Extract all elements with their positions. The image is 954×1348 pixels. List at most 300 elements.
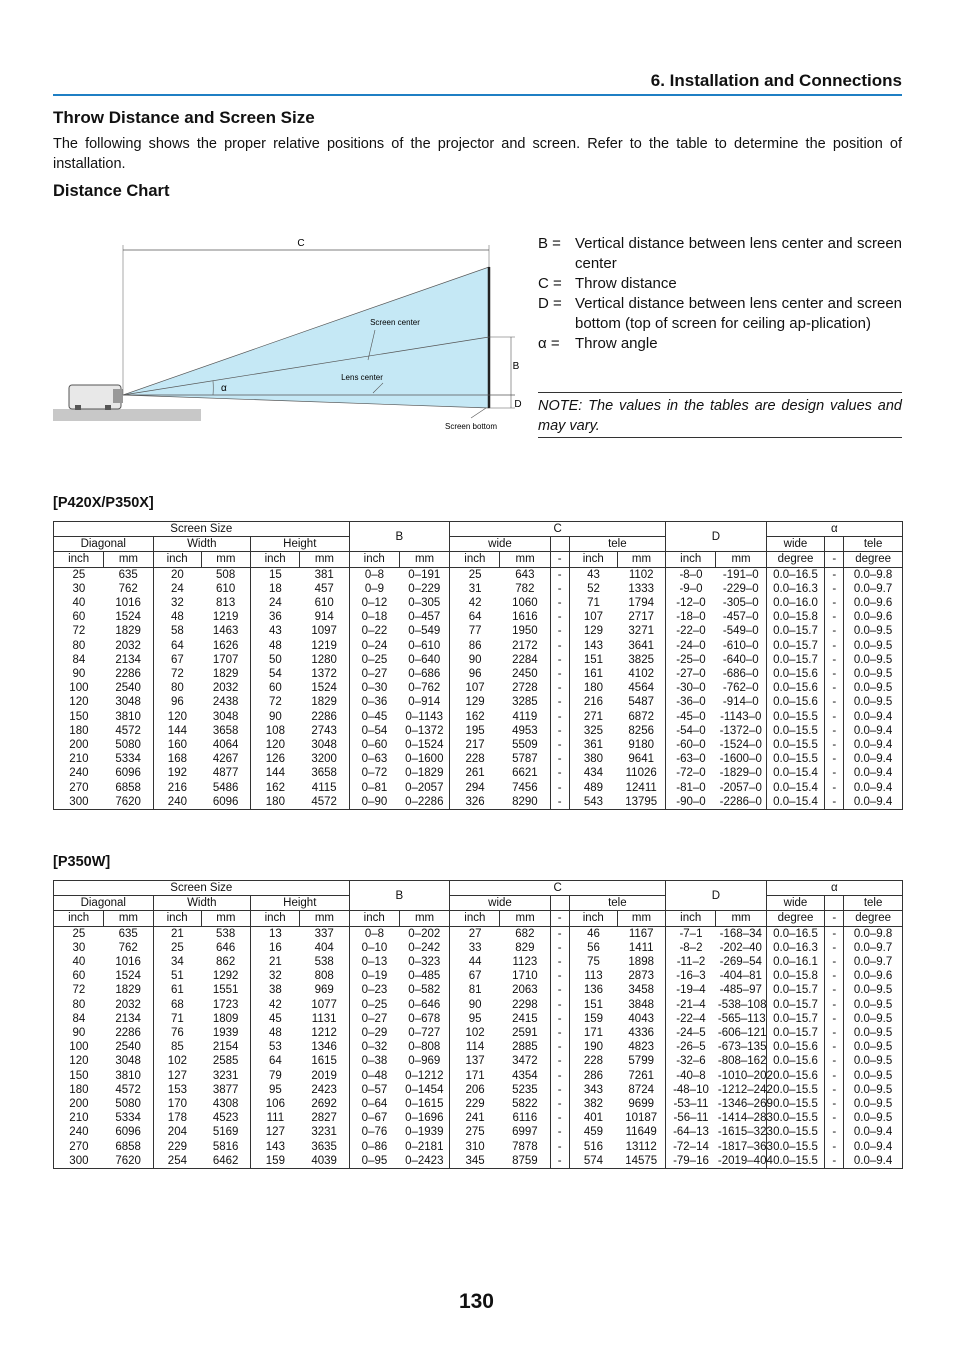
table-cell: 53 <box>251 1040 300 1054</box>
table-cell: 4523 <box>212 1112 239 1125</box>
table-cell: 261 <box>450 766 500 780</box>
table-cell: -202–40 <box>719 941 762 954</box>
distance-table-p420x <box>53 521 903 810</box>
table-cell: 0–1615 <box>405 1098 444 1111</box>
table-cell: 635 <box>118 568 138 581</box>
table-cell: 15 <box>251 567 300 582</box>
table-cell: 2415 <box>512 1012 538 1025</box>
table-cell: -53–11 <box>666 1097 716 1111</box>
table-cell: 2827 <box>311 1112 337 1125</box>
table-cell: 0.0–9.6 <box>844 596 903 610</box>
table-cell: - <box>825 969 844 983</box>
table-row <box>54 624 903 638</box>
table-cell: 5334 <box>115 1112 141 1125</box>
table-cell: 0–25 <box>349 653 399 667</box>
table-cell: 3825 <box>628 653 654 666</box>
table-cell: - <box>550 941 569 955</box>
table-cell: 6872 <box>628 710 654 723</box>
table-cell: - <box>825 1012 844 1026</box>
table-cell: 0–1143 <box>405 710 444 723</box>
table-cell: 286 <box>569 1069 617 1083</box>
table-cell: -673–135 <box>717 1041 767 1054</box>
table-cell: 21 <box>153 926 201 941</box>
table-cell: -269–54 <box>719 956 762 969</box>
table-cell: - <box>825 1040 844 1054</box>
table-row <box>54 567 903 582</box>
table-cell: 106 <box>251 1097 300 1111</box>
table-cell: 4953 <box>512 724 538 737</box>
unit-cell: mm <box>617 552 665 567</box>
table-cell: - <box>550 724 569 738</box>
table-cell: 5080 <box>115 1098 141 1111</box>
table-cell: 2134 <box>115 1012 141 1025</box>
table-cell: 0.0–15.5 <box>766 752 825 766</box>
table-cell: 489 <box>569 781 617 795</box>
table-cell: -610–0 <box>722 639 759 652</box>
table-cell: 0.0–9.6 <box>844 969 903 983</box>
table-cell: 107 <box>450 681 500 695</box>
table-cell: 42 <box>251 998 300 1012</box>
table-cell: -565–113 <box>717 1012 766 1025</box>
table-cell: 0–18 <box>349 610 399 624</box>
table-cell: 6096 <box>201 795 250 810</box>
table-cell: 1794 <box>628 597 654 610</box>
table-cell: - <box>825 1140 844 1154</box>
table-cell: -27–0 <box>666 667 716 681</box>
table-cell: 5169 <box>212 1126 239 1139</box>
table-cell: 643 <box>515 568 535 581</box>
table-cell: 81 <box>450 983 500 997</box>
table-cell: 0.0–9.7 <box>844 941 903 955</box>
table-cell: 2032 <box>115 998 141 1011</box>
table-cell: 0.0–15.7 <box>766 624 825 638</box>
unit-cell: - <box>825 552 844 567</box>
table-cell: -79–16 <box>666 1154 716 1169</box>
table-cell: -40–8 <box>666 1069 716 1083</box>
table-cell: - <box>825 926 844 941</box>
table-cell: 72 <box>54 624 104 638</box>
table-row <box>54 1054 903 1068</box>
table-cell: 150 <box>54 1069 104 1083</box>
table-cell: 3048 <box>115 696 141 709</box>
table-cell: 5799 <box>628 1055 654 1068</box>
table-cell: 1102 <box>628 568 654 581</box>
table-cell: 4267 <box>212 753 239 766</box>
table-cell: 0–8 <box>349 926 399 941</box>
table-cell: 0–38 <box>349 1054 399 1068</box>
table-cell: 0.0–9.4 <box>844 738 903 752</box>
table-cell: 0.0–9.8 <box>844 567 903 582</box>
table-cell: 0.0–15.5 <box>766 724 825 738</box>
table-cell: 0.0–9.5 <box>844 983 903 997</box>
table-cell: - <box>550 667 569 681</box>
design-values-note: NOTE: The values in the tables are design values and may vary. <box>538 392 902 438</box>
table-cell: 0.0–9.4 <box>844 766 903 780</box>
table-cell: -1524–0 <box>719 739 762 752</box>
table-cell: 68 <box>153 998 201 1012</box>
table-cell: 762 <box>118 941 138 954</box>
table-cell: 45 <box>251 1012 300 1026</box>
table-row <box>54 766 903 780</box>
header-wide: wide <box>450 537 551 552</box>
table-cell: - <box>825 695 844 709</box>
table-cell: 0–64 <box>349 1097 399 1111</box>
table-cell: - <box>825 1026 844 1040</box>
table-cell: 459 <box>569 1125 617 1139</box>
table-cell: 0–305 <box>408 597 441 610</box>
table-cell: -11–2 <box>666 955 716 969</box>
table-cell: 46 <box>569 926 617 941</box>
label-lens-center: Lens center <box>341 373 383 382</box>
table-cell: 0.0–15.7 <box>766 1026 825 1040</box>
table-cell: 7878 <box>512 1140 538 1153</box>
table-cell: 228 <box>450 752 500 766</box>
table-cell: 144 <box>251 766 300 780</box>
table-cell: 5509 <box>512 739 538 752</box>
table-cell: 2540 <box>115 1041 141 1054</box>
table-cell: - <box>550 738 569 752</box>
table-cell: 0.0–9.5 <box>844 1054 903 1068</box>
table-cell: - <box>550 781 569 795</box>
label-d: D <box>514 399 522 410</box>
table-cell: 0–63 <box>349 752 399 766</box>
table-cell: 96 <box>450 667 500 681</box>
table-cell: 0–19 <box>349 969 399 983</box>
table-cell: 275 <box>450 1125 500 1139</box>
table-cell: 67 <box>450 969 500 983</box>
projection-beam <box>123 267 489 408</box>
table-cell: 0–10 <box>349 941 399 955</box>
table-cell: 107 <box>569 610 617 624</box>
table-cell: 325 <box>569 724 617 738</box>
table-cell: 2032 <box>212 682 239 695</box>
table-cell: - <box>825 596 844 610</box>
label-screen-bottom: Screen bottom <box>444 422 498 431</box>
table-cell: 6096 <box>115 1126 141 1139</box>
table-row <box>54 941 903 955</box>
table-cell: -21–4 <box>666 998 716 1012</box>
table-cell: 0–678 <box>408 1012 441 1025</box>
table-cell: 0–640 <box>408 653 441 666</box>
unit-cell: mm <box>399 911 449 926</box>
intro-paragraph: The following shows the proper relative positions of the projector and screen. Refer to the table to determine the position of installation. <box>53 136 902 172</box>
table-cell: 270 <box>54 1140 104 1154</box>
table-cell: 3810 <box>115 1069 141 1082</box>
table-cell: 153 <box>153 1083 201 1097</box>
unit-cell: mm <box>104 911 153 926</box>
unit-cell: inch <box>569 552 617 567</box>
table-cell: 6858 <box>115 1140 141 1153</box>
table-cell: 20 <box>153 567 201 582</box>
header-tele: tele <box>569 537 665 552</box>
table-cell: -229–0 <box>722 582 759 595</box>
table-cell: 38 <box>251 983 300 997</box>
table-cell: 0–23 <box>349 983 399 997</box>
legend-row-c: C = Throw distance <box>538 275 677 292</box>
table-cell: 108 <box>251 724 300 738</box>
table-cell: 1219 <box>311 639 337 652</box>
table-cell: 516 <box>569 1140 617 1154</box>
table-cell: 25 <box>54 567 104 582</box>
table-cell: 120 <box>153 710 201 724</box>
table-cell: 1723 <box>212 998 239 1011</box>
table-cell: 127 <box>251 1125 300 1139</box>
table-cell: 86 <box>450 639 500 653</box>
table-cell: 60 <box>54 969 104 983</box>
header-blank <box>825 537 844 552</box>
table-cell: 0–2181 <box>405 1140 444 1153</box>
table-cell: 380 <box>569 752 617 766</box>
table-cell: -56–11 <box>666 1111 716 1125</box>
table-cell: -1615–323 <box>717 1126 773 1139</box>
table-cell: 72 <box>153 667 201 681</box>
table-cell: 682 <box>515 927 535 940</box>
table-cell: 1167 <box>628 927 654 940</box>
table-row <box>54 752 903 766</box>
table-cell: 1077 <box>311 998 337 1011</box>
table-cell: 4336 <box>628 1027 654 1040</box>
table-cell: 95 <box>450 1012 500 1026</box>
table-cell: -1372–0 <box>719 724 762 737</box>
table-cell: 2728 <box>512 682 538 695</box>
table-cell: 60 <box>251 681 300 695</box>
table-cell: 4115 <box>311 781 337 794</box>
header-b: B <box>349 881 450 911</box>
table-cell: 0.0–9.4 <box>844 781 903 795</box>
table-cell: 0–2286 <box>399 795 449 810</box>
table-cell: 0–72 <box>349 766 399 780</box>
unit-cell: - <box>550 552 569 567</box>
header-height: Height <box>251 896 350 911</box>
header-width: Width <box>153 896 250 911</box>
table-cell: 40 <box>54 955 104 969</box>
header-row-2 <box>54 896 903 911</box>
table-cell: - <box>550 998 569 1012</box>
header-d: D <box>666 522 767 552</box>
table-cell: 72 <box>251 695 300 709</box>
table-cell: 0.0–15.5 <box>766 710 825 724</box>
table-cell: 0–1696 <box>405 1112 444 1125</box>
unit-cell: inch <box>569 911 617 926</box>
table-cell: 159 <box>569 1012 617 1026</box>
table-cell: 2423 <box>311 1083 337 1096</box>
table-cell: - <box>550 1054 569 1068</box>
table-cell: 10187 <box>625 1112 658 1125</box>
table-cell: 1372 <box>311 668 337 681</box>
table-cell: -549–0 <box>722 625 759 638</box>
table-cell: 0.0–16.5 <box>766 567 825 582</box>
table-cell: 0.0–15.7 <box>766 653 825 667</box>
table-cell: -1212–242 <box>717 1083 773 1096</box>
header-width: Width <box>153 537 250 552</box>
table-cell: 180 <box>54 724 104 738</box>
table-cell: 6997 <box>512 1126 538 1139</box>
table-cell: 254 <box>153 1154 201 1169</box>
table-cell: 180 <box>54 1083 104 1097</box>
table-cell: 161 <box>569 667 617 681</box>
table-row <box>54 1026 903 1040</box>
table-cell: 42 <box>450 596 500 610</box>
table-cell: 200 <box>54 1097 104 1111</box>
unit-cell: mm <box>716 911 766 926</box>
table-cell: 0.0–15.5 <box>766 1083 825 1097</box>
table-cell: 30 <box>54 582 104 596</box>
table-cell: 3231 <box>311 1126 337 1139</box>
table-cell: -8–2 <box>666 941 716 955</box>
table-cell: 43 <box>251 624 300 638</box>
table-cell: 0.0–9.5 <box>844 1097 903 1111</box>
table-cell: 159 <box>251 1154 300 1169</box>
table-row <box>54 1083 903 1097</box>
table-cell: 4564 <box>628 682 654 695</box>
table-cell: - <box>825 1154 844 1169</box>
header-wide: wide <box>766 537 825 552</box>
table-cell: 5235 <box>512 1083 538 1096</box>
table-cell: - <box>550 983 569 997</box>
table-cell: 8759 <box>500 1154 550 1169</box>
table-cell: 5822 <box>512 1098 538 1111</box>
unit-cell: - <box>550 911 569 926</box>
unit-cell: inch <box>153 911 201 926</box>
table-cell: 343 <box>569 1083 617 1097</box>
table-cell: 300 <box>54 795 104 810</box>
table-cell: 401 <box>569 1111 617 1125</box>
table-cell: 0–323 <box>408 956 441 969</box>
table-cell: 64 <box>251 1054 300 1068</box>
table-cell: 0–54 <box>349 724 399 738</box>
table-cell: 4043 <box>628 1012 654 1025</box>
table-cell: 345 <box>450 1154 500 1169</box>
table-cell: 95 <box>251 1083 300 1097</box>
table-cell: - <box>550 955 569 969</box>
header-tele: tele <box>844 537 903 552</box>
table-cell: 2585 <box>212 1055 239 1068</box>
table-cell: -1143–0 <box>720 710 762 723</box>
table-cell: -72–0 <box>666 766 716 780</box>
table-cell: 210 <box>54 1111 104 1125</box>
table-cell: 457 <box>314 582 334 595</box>
table-cell: 1809 <box>212 1012 239 1025</box>
table-cell: 538 <box>216 927 236 940</box>
table-cell: 1333 <box>628 582 654 595</box>
unit-cell: inch <box>450 911 500 926</box>
unit-cell: degree <box>844 552 903 567</box>
table-cell: - <box>825 1111 844 1125</box>
table-cell: - <box>825 710 844 724</box>
header-c: C <box>450 881 666 896</box>
table-cell: 228 <box>569 1054 617 1068</box>
table-cell: 71 <box>569 596 617 610</box>
table-row <box>54 695 903 709</box>
header-row-1 <box>54 522 903 537</box>
table-cell: 0–2057 <box>405 781 444 794</box>
table-cell: 0.0–15.4 <box>766 781 825 795</box>
table-cell: -25–0 <box>666 653 716 667</box>
table-row <box>54 1097 903 1111</box>
table-cell: - <box>825 653 844 667</box>
table-cell: 3048 <box>212 710 239 723</box>
table-cell: - <box>550 1040 569 1054</box>
table-cell: 162 <box>450 710 500 724</box>
table-cell: 127 <box>153 1069 201 1083</box>
table-cell: 36 <box>251 610 300 624</box>
table-row <box>54 795 903 810</box>
table-cell: 0.0–9.5 <box>844 639 903 653</box>
table-cell: 1950 <box>512 625 538 638</box>
table-cell: - <box>825 582 844 596</box>
table-cell: 6858 <box>115 781 141 794</box>
table-cell: -81–0 <box>666 781 716 795</box>
table-cell: -538–108 <box>717 998 767 1011</box>
table-cell: 0–86 <box>349 1140 399 1154</box>
table-cell: -686–0 <box>722 668 759 681</box>
table-cell: 0–1600 <box>405 753 444 766</box>
table-cell: 52 <box>569 582 617 596</box>
table-cell: 150 <box>54 710 104 724</box>
table-cell: 7620 <box>104 1154 153 1169</box>
table-cell: 5334 <box>115 753 141 766</box>
table-cell: 0.0–9.4 <box>844 795 903 810</box>
unit-cell: - <box>825 911 844 926</box>
table-row <box>54 610 903 624</box>
table-cell: - <box>550 610 569 624</box>
table-cell: - <box>825 724 844 738</box>
table-cell: 3641 <box>628 639 654 652</box>
table-cell: -762–0 <box>722 682 759 695</box>
table-cell: -63–0 <box>666 752 716 766</box>
table-cell: 13 <box>251 926 300 941</box>
table-cell: -168–34 <box>719 927 762 940</box>
heading-distance-chart: Distance Chart <box>53 182 170 200</box>
table-cell: 3231 <box>212 1069 239 1082</box>
table-cell: 5080 <box>115 739 141 752</box>
table-cell: - <box>550 596 569 610</box>
table-row <box>54 639 903 653</box>
table-cell: - <box>825 1125 844 1139</box>
table-cell: 21 <box>251 955 300 969</box>
table-cell: 48 <box>153 610 201 624</box>
table-cell: - <box>825 941 844 955</box>
table-cell: 80 <box>54 639 104 653</box>
table-cell: -32–6 <box>666 1054 716 1068</box>
unit-cell: mm <box>500 552 550 567</box>
throw-distance-diagram <box>53 230 523 440</box>
table-row <box>54 582 903 596</box>
table-row <box>54 681 903 695</box>
table-row <box>54 667 903 681</box>
header-row-2 <box>54 537 903 552</box>
table-cell: 610 <box>216 582 236 595</box>
table-cell: 8724 <box>628 1083 654 1096</box>
table-cell: 538 <box>314 956 334 969</box>
table-cell: - <box>550 969 569 983</box>
table-cell: 0.0–9.4 <box>844 752 903 766</box>
table-cell: -72–14 <box>666 1140 716 1154</box>
table-cell: -1829–0 <box>719 767 762 780</box>
table-cell: 3472 <box>512 1055 538 1068</box>
table-cell: 12411 <box>625 781 657 794</box>
table-cell: 0–27 <box>349 1012 399 1026</box>
table-row <box>54 1111 903 1125</box>
table-cell: 0.0–15.7 <box>766 1012 825 1026</box>
legend-row-d: D = Vertical distance between lens center and screen bottom (top of screen for ceiling ap-plication) <box>538 295 902 332</box>
table-cell: 151 <box>569 653 617 667</box>
table-cell: -1817–363 <box>717 1140 773 1153</box>
table-cell: 294 <box>450 781 500 795</box>
table-cell: 3848 <box>628 998 654 1011</box>
table-row <box>54 781 903 795</box>
table-cell: 229 <box>450 1097 500 1111</box>
